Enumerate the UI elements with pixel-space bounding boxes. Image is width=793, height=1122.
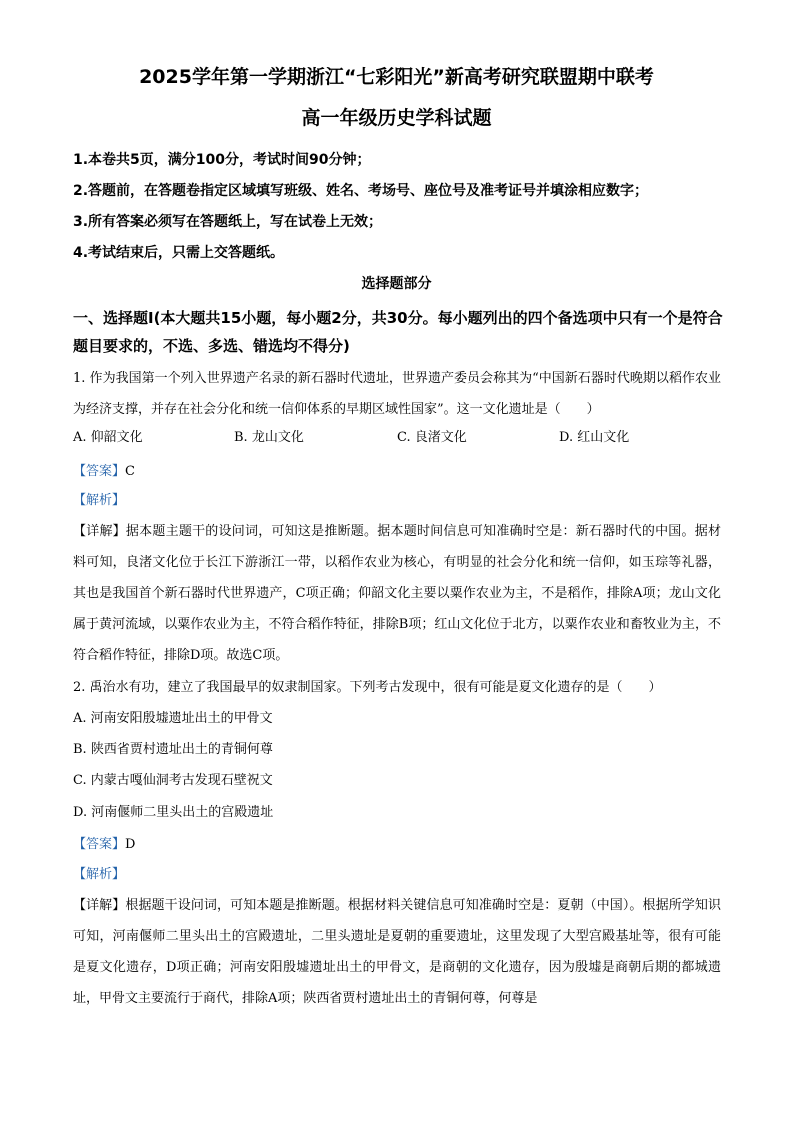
analysis-tag: 【解析】 — [73, 867, 126, 882]
question-2-detail — [73, 890, 721, 1014]
instruction-4: 4.考试结束后，只需上交答题纸。 — [73, 245, 285, 261]
question-2-option-a: A. 河南安阳殷墟遗址出土的甲骨文 — [73, 711, 273, 726]
analysis-tag: 【解析】 — [73, 493, 126, 508]
question-2-stem: 2. 禹治水有功，建立了我国最早的奴隶制国家。下列考古发现中，很有可能是夏文化遗存的是（ ） — [73, 680, 662, 695]
question-1-analysis — [73, 490, 125, 512]
question-2-option-c: C. 内蒙古嘎仙洞考古发现石壁祝文 — [73, 773, 273, 788]
detail-tag: 【详解】 — [73, 898, 126, 913]
question-1-option-c: C. 良渚文化 — [397, 430, 467, 445]
question-1-detail — [73, 516, 721, 671]
detail-tag: 【详解】 — [73, 524, 126, 539]
detail-text: 据本题主题干的设问词，可知这是推断题。据本题时间信息可知准确时空是：新石器时代的中国。据材料可知，良渚文化位于长江下游浙江一带，以稻作农业为核心，有明显的社会分化和统一信仰，如玉琮等礼器，其也是我国首个新石器时代世界遗产，C项正确；仰韶文化主要以粟作农业为主，不是稻作，排除A项；龙山文化属于黄河流域，以粟作农业为主，不符合稻作特征，排除B项；红山文化位于北方，以粟作农业和畜牧业为主，不符合稻作特征，排除D项。故选C项。 — [73, 524, 721, 663]
question-1-option-a: A. 仰韶文化 — [73, 430, 143, 445]
part-title: 一、选择题Ⅰ(本大题共15小题，每小题2分，共30分。每小题列出的四个备选项中只有一个是符合题目要求的，不选、多选、错选均不得分) — [73, 309, 723, 355]
question-1-answer — [73, 461, 135, 483]
answer-value: C — [125, 464, 135, 479]
question-1-stem: 1. 作为我国第一个列入世界遗产名录的新石器时代遗址，世界遗产委员会称其为“中国新石器时代晚期以稻作农业为经济支撑，并存在社会分化和统一信仰体系的早期区域性国家”。这一文化遗址是（ ） — [73, 371, 721, 417]
question-1-option-b: B. 龙山文化 — [234, 430, 304, 445]
answer-value: D — [125, 837, 136, 852]
question-2-analysis — [73, 864, 125, 886]
question-2-option-b: B. 陕西省贾村遗址出土的青铜何尊 — [73, 742, 273, 757]
instruction-3: 3.所有答案必须写在答题纸上，写在试卷上无效； — [73, 214, 383, 230]
instruction-2: 2.答题前，在答题卷指定区域填写班级、姓名、考场号、座位号及准考证号并填涂相应数字； — [73, 183, 649, 199]
question-2-option-d: D. 河南偃师二里头出土的宫殿遗址 — [73, 805, 274, 820]
section-heading: 选择题部分 — [361, 276, 432, 292]
answer-tag: 【答案】 — [73, 464, 126, 479]
exam-subtitle: 高一年级历史学科试题 — [301, 107, 492, 129]
question-2-answer — [73, 834, 135, 856]
question-1-option-d: D. 红山文化 — [559, 430, 630, 445]
detail-text: 根据题干设问词，可知本题是推断题。根据材料关键信息可知准确时空是：夏朝（中国）。根据所学知识可知，河南偃师二里头出土的宫殿遗址，二里头遗址是夏朝的重要遗址，这里发现了大型宫殿基址等，很有可能是夏文化遗存，D项正确；河南安阳殷墟遗址出土的甲骨文，是商朝的文化遗存，因为殷墟是商朝后期的都城遗址，甲骨文主要流行于商代，排除A项；陕西省贾村遗址出土的青铜何尊，何尊是 — [73, 898, 721, 1006]
instruction-1: 1.本卷共5页，满分100分，考试时间90分钟； — [73, 152, 371, 168]
exam-title: 2025学年第一学期浙江“七彩阳光”新高考研究联盟期中联考 — [139, 66, 654, 88]
answer-tag: 【答案】 — [73, 837, 126, 852]
